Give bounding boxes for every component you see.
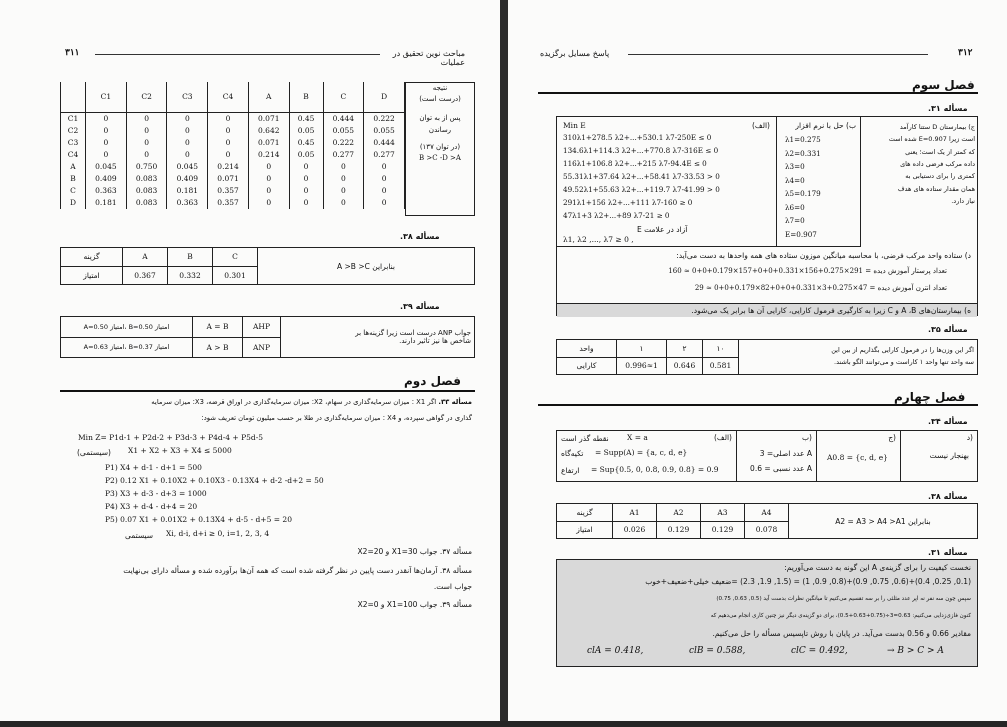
- c3-solution-value: λ5=0.179: [785, 189, 821, 198]
- c3-d-calc1: تعداد پرستار آموزش دیده = 291×0.275+156×0.331+0+0+157×0.179+0+0 ≈ 160: [668, 267, 947, 275]
- q39-note: [281, 317, 475, 358]
- q39-row2-scores: امتیاز B=0.37 ،امتیاز A=0.63: [61, 337, 193, 358]
- c4-q31-result-c: clC = 0.492,: [791, 646, 848, 656]
- supermatrix-cell: 0: [248, 161, 289, 173]
- c3-q35-label: مسأله ۳۵.: [928, 325, 968, 334]
- q38-head-b: B: [168, 248, 213, 267]
- supermatrix-cell: 0: [208, 137, 249, 149]
- supermatrix-cell: 0.363: [86, 185, 127, 197]
- supermatrix-cell: 0.071: [248, 137, 289, 149]
- supermatrix-col-head: D: [364, 82, 405, 112]
- c4-q38-label: مسأله ۳۸.: [928, 492, 968, 501]
- c4-q31-line1: نخست کیفیت را برای گزینه‌ی A این گونه به دست می‌آوریم:: [784, 563, 971, 572]
- c4-q31-result-b: clB = 0.588,: [689, 646, 746, 656]
- c2-q39: مسأله ۳۹. جواب X1=100 و X2=0: [357, 600, 472, 609]
- c3-solution-value: λ6=0: [785, 202, 805, 212]
- c3-col-a-head: (الف): [752, 121, 770, 130]
- c3-solution-value: λ2=0.331: [785, 148, 821, 158]
- supermatrix-cell: 0: [167, 137, 208, 149]
- supermatrix-col-head: C2: [126, 82, 167, 112]
- c4-col-c-head: (ج: [888, 433, 896, 442]
- supermatrix-cell: 0.055: [364, 125, 405, 137]
- supermatrix-cell: 0: [86, 149, 127, 161]
- c3-h-text: ه) بیمارستان‌های A ،B و C زیرا به کارگیری فرمول کارایی، کارایی آن ها برابر یک می‌شود.: [557, 303, 977, 317]
- c4-q31-result-a: clA = 0.418,: [587, 646, 644, 656]
- supermatrix-col-head: C4: [208, 82, 249, 112]
- c4-q38-value-a4: 0.078: [745, 521, 789, 539]
- supermatrix-col-head: A: [248, 82, 289, 112]
- c4-col-b-head: (ب: [802, 433, 812, 442]
- c4-q38-table: [556, 503, 978, 539]
- supermatrix-cell: 0.642: [248, 125, 289, 137]
- q38-row-label: امتیاز: [61, 266, 123, 285]
- supermatrix-cell: 0.083: [126, 197, 167, 209]
- c4-d-line: بهنجار نیست: [929, 451, 969, 460]
- c3-col-c-head: ج) بیمارستان D ستتا کارآمد: [899, 123, 975, 131]
- q35-head-2: ۲: [667, 340, 703, 358]
- supermatrix-cell: 0: [208, 125, 249, 137]
- c3-q31-label: مسأله ۳۱.: [928, 104, 968, 113]
- supermatrix-cell: 0: [126, 125, 167, 137]
- c3-col-b-head: ب) حل با نرم افزار: [795, 121, 856, 130]
- supermatrix-cell: 0.444: [323, 112, 364, 125]
- c4-col-d: [901, 431, 977, 481]
- c4-a-line2: = Supp(A) = {a, c, d, e}: [595, 448, 688, 457]
- c3-last-line: λ1, λ2 ,..., λ7 ≥ 0 ,: [563, 235, 634, 244]
- q39-note-line2: شاخص ها نیز تاثیر دارند.: [399, 337, 471, 345]
- supermatrix-cell: 0: [289, 185, 323, 197]
- q38-value-b: 0.332: [168, 266, 213, 285]
- c3-col-a: [557, 117, 777, 247]
- q35-value-2: 0.646: [667, 357, 703, 375]
- chapter2-title: فصل دوم: [400, 374, 465, 388]
- q38-head-c: C: [213, 248, 258, 267]
- c4-c-line: A0.8 = {c, d, e}: [827, 453, 888, 462]
- supermatrix-cell: 0: [167, 149, 208, 161]
- supermatrix-cell: 0.214: [248, 149, 289, 161]
- c3-q31-box: [556, 116, 978, 316]
- supermatrix-row: [61, 125, 405, 137]
- c2-q38-line1: مسأله ۳۸. آرمان‌ها آنقدر دست پایین در نظر گرفته شده است که همه آن‌ها برآورده شده و مسأله دارای بی‌نهایت: [123, 566, 472, 575]
- right-running-title: پاسخ مسایل برگزیده: [540, 49, 610, 58]
- supermatrix-cell: C: [61, 185, 86, 197]
- c3-constraint: 47λ1+3 λ2+...+89 λ7-21 ≥ 0: [563, 211, 670, 220]
- c3-solution-value: λ4=0: [785, 175, 805, 185]
- c4-q34-box: [556, 430, 978, 482]
- supermatrix-cell: 0.363: [167, 197, 208, 209]
- result-head2: (درست است): [419, 95, 461, 104]
- c3-constraint: 55.31λ1+37.64 λ2+...+58.41 λ7-33.53 > 0: [563, 172, 720, 181]
- q39-row2-relation: A > B: [193, 337, 243, 358]
- supermatrix-cell: 0: [167, 125, 208, 137]
- supermatrix-cell: 0: [323, 161, 364, 173]
- c2-goal-3: P3) X3 + d-3 - d+3 = 1000: [105, 489, 207, 498]
- c3-col-c-line3: داده مرکب فرضی داده های: [900, 160, 975, 169]
- supermatrix-cell: 0.222: [364, 112, 405, 125]
- c3-col-c-line4: کمتری را برای دستیابی به: [905, 172, 975, 181]
- c3-col-c-text: [865, 121, 975, 207]
- left-running-header: [55, 48, 465, 67]
- c3-solution-value: λ1=0.275: [785, 135, 821, 144]
- c2-q38-line2: جواب است.: [433, 582, 472, 591]
- c4-q38-head-a2: A2: [657, 504, 701, 522]
- supermatrix-cell: 0: [364, 185, 405, 197]
- supermatrix-cell: C4: [61, 149, 86, 161]
- supermatrix-cell: 0.277: [323, 149, 364, 161]
- supermatrix-row: [61, 161, 405, 173]
- supermatrix-result: [405, 82, 475, 216]
- supermatrix-cell: 0: [167, 112, 208, 125]
- supermatrix-cell: A: [61, 161, 86, 173]
- q39-label: مسأله ۳۹.: [400, 302, 440, 311]
- supermatrix-cell: B: [61, 173, 86, 185]
- book-fold: [500, 0, 508, 727]
- supermatrix-cell: 0: [248, 173, 289, 185]
- c2-nonneg: Xi, d-i, d+i ≥ 0, i=1, 2, 3, 4: [166, 529, 270, 538]
- left-page-number: ۳۱۱: [65, 48, 80, 58]
- supermatrix-cell: 0.05: [289, 149, 323, 161]
- c2-goal-1: P1) X4 + d-1 - d+1 = 500: [105, 463, 202, 472]
- c4-q38-head-a1: A1: [613, 504, 657, 522]
- c3-constraint: 49.52λ1+55.63 λ2+...+119.7 λ7-41.99 > 0: [563, 185, 720, 194]
- c4-q34-label: مسأله ۳۴.: [928, 417, 968, 426]
- c4-q31-box: [556, 559, 978, 667]
- supermatrix-cell: 0.409: [86, 173, 127, 185]
- q39-row1-scores: امتیاز B=0.50 ،امتیاز A=0.50: [61, 317, 193, 338]
- supermatrix-cell: 0: [126, 112, 167, 125]
- q39-row1-relation: A = B: [193, 317, 243, 338]
- c2-q33-text1-body: اگر X1 : میزان سرمایه‌گذاری در سهام، X2: میزان سرمایه‌گذاری در اوراق قرضه، X3: میزان سرمایه‌: [151, 398, 437, 406]
- q35-head-1: ۱: [617, 340, 667, 358]
- supermatrix-row: [61, 185, 405, 197]
- supermatrix-cell: 0.357: [208, 197, 249, 209]
- c4-q31-label: مسأله ۳۱.: [928, 548, 968, 557]
- supermatrix-col-head: B: [289, 82, 323, 112]
- q35-note-line2: سه واحد تنها واحد ۱ کاراست و می‌توانند الگو باشند.: [834, 358, 974, 366]
- right-running-header: [538, 48, 978, 62]
- supermatrix-cell: C1: [61, 112, 86, 125]
- c2-q37: مسأله ۳۷. جواب X1=30 و X2=20: [357, 547, 472, 556]
- q38-label: مسأله ۳۸.: [400, 232, 440, 241]
- supermatrix-cell: 0: [86, 125, 127, 137]
- q39-row1-method: AHP: [243, 317, 281, 338]
- result-line3: (در توان ۱۳۷): [419, 142, 461, 151]
- c4-q31-ranking: → B > C > A: [887, 646, 944, 656]
- q35-value-10: 0.581: [703, 357, 739, 375]
- c4-col-c: [817, 431, 901, 481]
- c4-q38-value-a3: 0.129: [701, 521, 745, 539]
- c3-constraint: 116λ1+106.8 λ2+...+215 λ7-94.4E ≤ 0: [563, 159, 707, 168]
- supermatrix-cell: 0.45: [289, 112, 323, 125]
- q39-row2-method: ANP: [243, 337, 281, 358]
- c2-system-constraint: X1 + X2 + X3 + X4 ≤ 5000: [128, 446, 232, 455]
- c4-q38-head-a3: A3: [701, 504, 745, 522]
- c3-col-c-line6: نیاز دارد.: [951, 197, 975, 206]
- supermatrix-cell: 0: [86, 112, 127, 125]
- supermatrix-cell: 0.055: [323, 125, 364, 137]
- supermatrix-cell: 0.277: [364, 149, 405, 161]
- result-head: نتیجه: [432, 84, 448, 92]
- supermatrix-row: [61, 197, 405, 209]
- c4-b-line1: A عدد اصلی= 3: [759, 449, 812, 458]
- q38-value-c: 0.301: [213, 266, 258, 285]
- supermatrix-cell: 0.357: [208, 185, 249, 197]
- c4-q38-row-label: امتیاز: [557, 521, 613, 539]
- supermatrix-cell: C2: [61, 125, 86, 137]
- supermatrix-row: [61, 137, 405, 149]
- c3-solution-value: λ7=0: [785, 216, 805, 225]
- chapter4-title: فصل چهارم: [890, 390, 969, 404]
- q39-table: [60, 316, 475, 358]
- supermatrix-cell: 0: [323, 173, 364, 185]
- c3-solution-value: λ3=0: [785, 162, 805, 171]
- supermatrix-cell: 0.083: [126, 185, 167, 197]
- c4-a-line3: = Sup{0.5, 0, 0.8, 0.9, 0.8} = 0.9: [591, 465, 719, 474]
- c4-q31-line5: مقادیر 0.66 و 0.56 بدست می‌آید. در پایان با روش تاپسیس مسأله را حل می‌کنیم.: [712, 629, 971, 638]
- supermatrix-cell: 0.045: [167, 161, 208, 173]
- supermatrix-cell: 0.083: [126, 173, 167, 185]
- result-line1: پس از به توان: [419, 114, 461, 123]
- supermatrix-row: [61, 173, 405, 185]
- c4-a-line3-fa: ارتفاع: [561, 466, 580, 475]
- c2-q33-text2: گذاری در گواهی سپرده، و X4 : میزان سرمایه‌گذاری در طلا بر حسب میلیون تومان تعریف شود:: [201, 414, 472, 422]
- c4-col-a: [557, 431, 737, 481]
- supermatrix-cell: 0.181: [167, 185, 208, 197]
- q35-head-unit: واحد: [557, 340, 617, 358]
- right-page: [508, 0, 1007, 727]
- supermatrix-cell: 0: [289, 197, 323, 209]
- supermatrix-row: [61, 112, 405, 125]
- supermatrix-cell: 0: [323, 197, 364, 209]
- supermatrix-cell: 0.181: [86, 197, 127, 209]
- supermatrix-col-head: [61, 82, 86, 112]
- c4-q31-line3: سپس چون سه نفر نه اپر عدد مثلثی را بر سه تقسیم می‌کنیم تا میانگین نظرات بدست آید (0.5, 0.63, 0.75): [716, 596, 971, 602]
- result-line2: رساندن: [428, 125, 452, 134]
- supermatrix-cell: 0: [289, 161, 323, 173]
- supermatrix-cell: 0.214: [208, 161, 249, 173]
- supermatrix-cell: D: [61, 197, 86, 209]
- supermatrix-cell: 0.071: [248, 112, 289, 125]
- supermatrix-cell: 0.750: [126, 161, 167, 173]
- c4-col-a-head: (الف): [714, 433, 732, 442]
- q35-row-label: کارایی: [557, 357, 617, 375]
- supermatrix-cell: 0: [364, 161, 405, 173]
- c2-objective: Min Z= P1d-1 + P2d-2 + P3d-3 + P4d-4 + P5d-5: [78, 433, 264, 442]
- supermatrix-cell: 0: [86, 137, 127, 149]
- supermatrix-row: [61, 149, 405, 161]
- left-page: [0, 0, 500, 727]
- supermatrix-cell: 0.409: [167, 173, 208, 185]
- c4-q31-line4: کنون فازی‌زدایی می‌کنیم: 0.63=3÷(0.75+0.63+0.5)، برای دو گزینه‌ی دیگر نیز چنین کاری انجام می‌دهیم که: [710, 613, 971, 619]
- chapter3-title: فصل سوم: [908, 78, 979, 92]
- c2-nonneg-label: سیستمی: [125, 531, 154, 540]
- supermatrix-cell: 0: [126, 149, 167, 161]
- c2-system-label: (سیستمی): [77, 448, 111, 457]
- c3-constraint: 310λ1+278.5 λ2+...+530.1 λ7-250E ≤ 0: [563, 133, 712, 142]
- c3-q35-table: [556, 339, 978, 375]
- c2-goal-4: P4) X3 + d-4 - d+4 = 20: [105, 502, 198, 511]
- c4-a-line2-fa: تکیه‌گاه: [561, 449, 584, 458]
- supermatrix-cell: 0.222: [323, 137, 364, 149]
- c4-q38-value-a1: 0.026: [613, 521, 657, 539]
- right-page-number: ۳۱۲: [958, 48, 973, 58]
- supermatrix-col-head: C3: [167, 82, 208, 112]
- c3-solution-value: E=0.907: [785, 229, 817, 239]
- q38-value-a: 0.367: [123, 266, 168, 285]
- c3-min-e: Min E: [563, 121, 586, 130]
- c3-col-c-line5: همان مقدار ستاده های هدف: [897, 184, 975, 193]
- supermatrix-cell: 0: [289, 173, 323, 185]
- c3-constraint: 291λ1+156 λ2+...+111 λ7-160 ≥ 0: [563, 198, 693, 207]
- q35-head-10: ۱۰: [703, 340, 739, 358]
- c2-q33-label: مسأله ۳۳.: [438, 398, 472, 406]
- supermatrix-cell: 0: [208, 149, 249, 161]
- supermatrix-cell: 0.45: [289, 137, 323, 149]
- c3-col-c-line2: که کمتر از یک است؛ یعنی: [905, 147, 975, 156]
- q38-head-option: گزینه: [61, 248, 123, 267]
- supermatrix-cell: 0: [323, 185, 364, 197]
- q39-note-line1: جواب ANP درست است زیرا گزینه‌ها بر: [355, 329, 471, 337]
- c4-q31-line2: (0.1, 0.25, 0.4)+(0.6, 0.75, 0.9)+(0.8, 0.9, 1) = (1.5, 1.9, 2.3) =ضعیف خیلی+ضعیف+خوب: [645, 577, 971, 586]
- supermatrix-cell: 0: [248, 197, 289, 209]
- c2-goal-5: P5) 0.07 X1 + 0.01X2 + 0.13X4 + d-5 - d+5 = 20: [105, 515, 292, 524]
- c3-col-c-line1: است زیرا E=0.907 شده است: [888, 135, 975, 144]
- c4-q38-head-a4: A4: [745, 504, 789, 522]
- left-running-title: مباحث نوین تحقیق در عملیات: [392, 49, 465, 67]
- q38-head-a: A: [123, 248, 168, 267]
- supermatrix-col-head: C: [323, 82, 364, 112]
- result-ranking: B >C -D >A: [419, 153, 461, 162]
- c3-d-calc2: تعداد انترن آموزش دیده = 47×0.275+3×0.331+0+0+82×0.179+0+0 ≈ 29: [694, 284, 947, 292]
- supermatrix-cell: 0.05: [289, 125, 323, 137]
- supermatrix-cell: 0: [364, 197, 405, 209]
- c2-goal-2: P2) 0.12 X1 + 0.10X2 + 0.10X3 - 0.13X4 + d-2 -d+2 = 50: [105, 476, 324, 485]
- supermatrix-cell: 0: [126, 137, 167, 149]
- c4-q38-head-option: گزینه: [557, 504, 613, 522]
- supermatrix-cell: 0: [364, 173, 405, 185]
- q35-note-line1: اگر این وزن‌ها را در فرمول کارایی بگذاریم از بین این: [831, 346, 974, 355]
- supermatrix-cell: 0: [248, 185, 289, 197]
- c3-col-b: [777, 117, 861, 247]
- c4-a-line1: X = a: [627, 433, 648, 442]
- bottom-edge: [0, 721, 1007, 727]
- supermatrix-cell: 0.444: [364, 137, 405, 149]
- c3-d-text: د) ستاده واحد مرکب فرضی، با محاسبه میانگین موزون ستاده های همه واحدها به دست می‌آید:: [676, 251, 971, 260]
- c4-b-line2: A عدد نسبی = 0.6: [750, 464, 812, 473]
- c4-col-d-head: (د: [966, 433, 973, 442]
- c4-a-line1-fa: نقطه گذر است: [561, 434, 609, 443]
- supermatrix-cell: 0.071: [208, 173, 249, 185]
- c4-q38-value-a2: 0.129: [657, 521, 701, 539]
- supermatrix-cell: 0: [208, 112, 249, 125]
- c4-col-b: [737, 431, 817, 481]
- supermatrix-table: [60, 82, 405, 209]
- c3-col-c: [861, 117, 979, 247]
- c3-constraint: 134.6λ1+114.3 λ2+...+770.8 λ7-316E ≤ 0: [563, 146, 719, 155]
- supermatrix-cell: C3: [61, 137, 86, 149]
- q38-note: بنابراین A >B >C: [258, 248, 475, 285]
- supermatrix-col-head: C1: [86, 82, 127, 112]
- q35-note: [739, 340, 978, 375]
- q35-value-1: 0.996≈1: [617, 357, 667, 375]
- c3-free-label: آزاد در علامت E: [637, 225, 688, 234]
- supermatrix-cell: 0.045: [86, 161, 127, 173]
- q38-table: [60, 247, 475, 285]
- c2-q33-text1: [151, 398, 472, 406]
- c4-q38-note: بنابراین A2 = A3 > A4 >A1: [789, 504, 978, 539]
